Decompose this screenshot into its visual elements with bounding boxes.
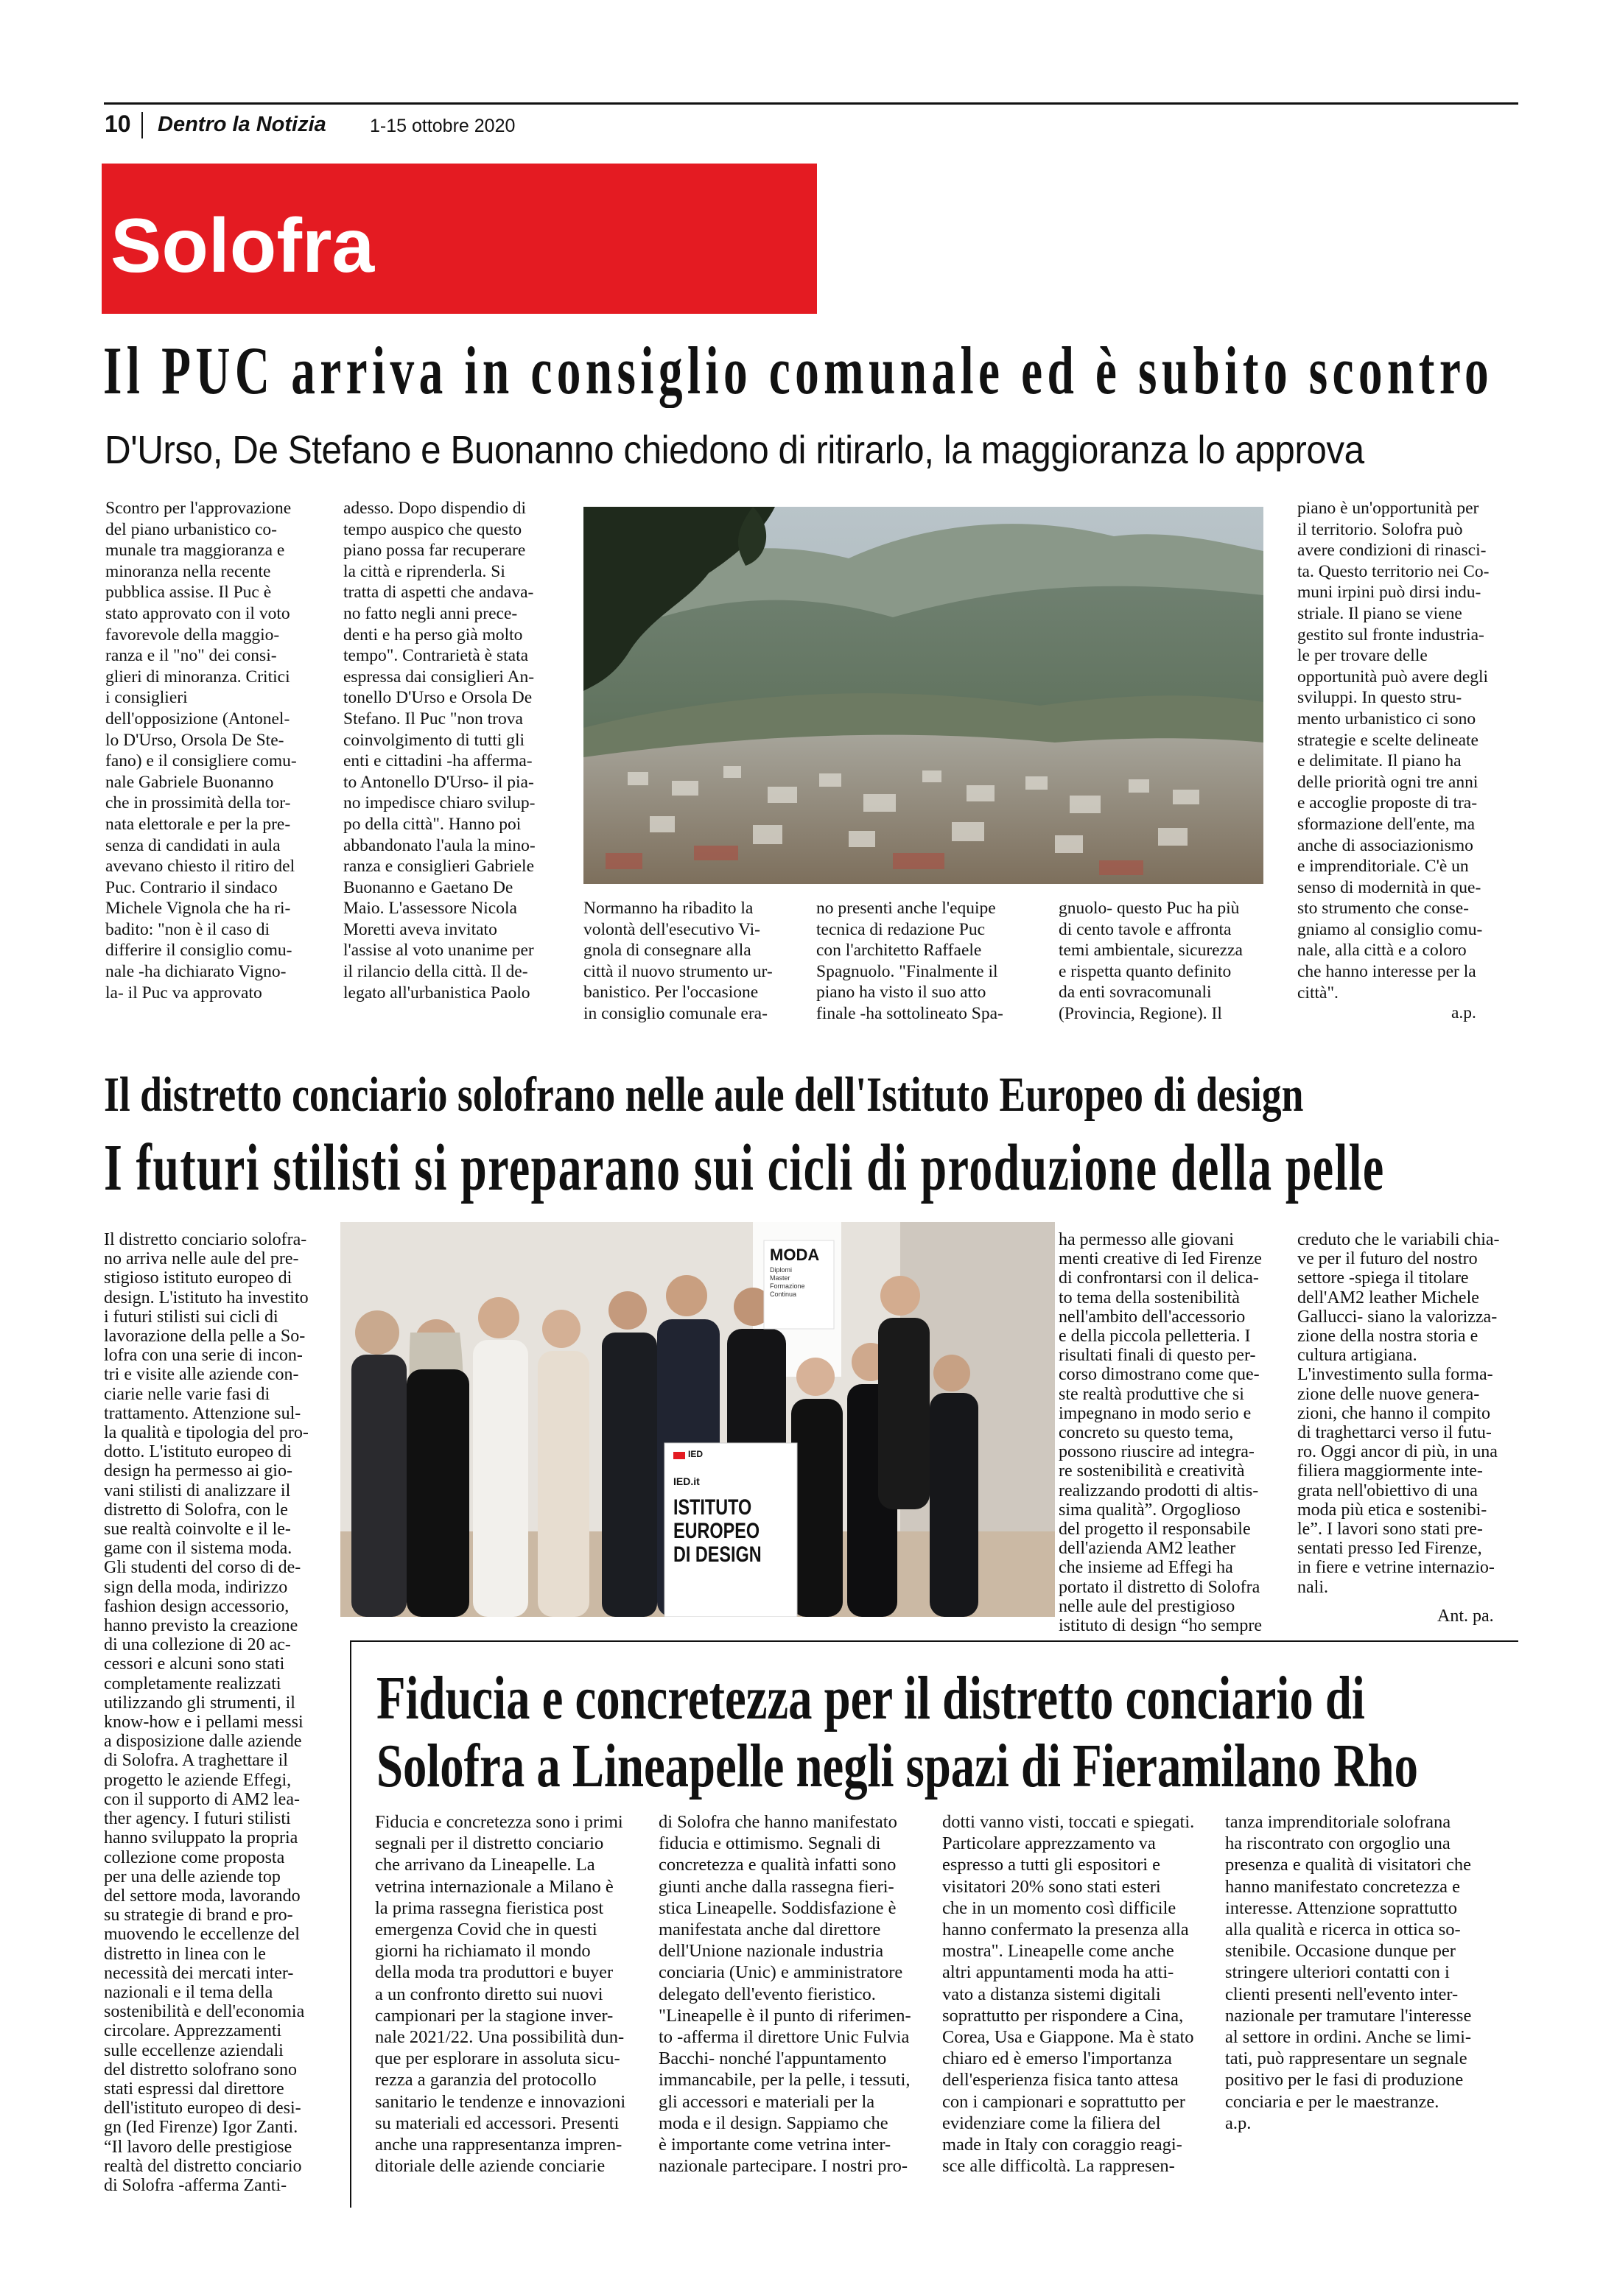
photo-banner-url: IED.it bbox=[673, 1475, 700, 1487]
photo-sign-moda-sub: Diplomi Master Formazione Continua bbox=[770, 1266, 805, 1298]
section-label: Solofra bbox=[111, 203, 375, 289]
article1-signature: a.p. bbox=[1451, 1003, 1476, 1022]
masthead-divider bbox=[141, 112, 143, 138]
article3-col1: Fiducia e concretezza sono i primi segnali per il distretto conciario che arrivano da Lineapelle. La vetrina internazionale a Milano è la prima rassegna fieristica post emergenza Covid che in questi giorni ha richiamato il mondo della moda tra produttori e buyer a un confronto diretto sui nuovi campionari per la stagione inver- nale 2021/22. Una possibilità dun- que per esplorare in assoluta sicu- rezza a garanzia del protocollo sanitario le tendenze e innovazioni su materiali ed accessori. Presenti anche una rappresentanza impren- ditoriale delle aziende conciarie bbox=[375, 1812, 626, 2177]
article1-col1: Scontro per l'approvazione del piano urbanistico co- munale tra maggioranza e minoranza nella recente pubblica assise. Il Puc è stato approvato con il voto favorevole della maggio- ranza e il "no" dei consi- glieri di minoranza. Critici i consiglieri dell'opposizione (Antonel- lo D'Urso, Orsola De Ste- fano) e il consigliere comu- nale Gabriele Buonanno che in prossimità della tor- nata elettorale e per la pre- senza di candidati in aula avevano chiesto il ritiro del Puc. Contrario il sindaco Michele Vignola che ha ri- badito: "non è il caso di differire il consiglio comu- nale -ha dichiarato Vigno- la- il Puc va approvato bbox=[105, 499, 297, 1003]
article3-title-line2: Solofra a Lineapelle negli spazi di Fieramilano Rho bbox=[376, 1732, 1418, 1800]
article2-col2: ha permesso alle giovani menti creative di Ied Firenze di confrontarsi con il delica- to tema della sostenibilità nell'ambito dell'accessorio e della piccola pelletteria. I risultati finali di questo per- corso dimostrano come que- ste realtà produttive che si impegnano in modo serio e concreto su questo tema, possono riuscire ad integra- re sostenibilità e creatività realizzando prodotti di altis- sima qualità”. Orgoglioso del progetto il responsabile dell'azienda AM2 leather che insieme ad Effegi ha portato il distretto di Solofra nelle aule del prestigioso istituto di design “ho sempre bbox=[1059, 1230, 1262, 1636]
article1-col6: piano è un'opportunità per il territorio. Solofra può avere condizioni di rinasci- ta. Questo territorio nei Co- muni irpini può dirsi indu- striale. Il piano se viene gestito sul fronte industria- le per trovare delle opportunità può avere degli sviluppi. In questo stru- mento urbanistico ci sono strategie e scelte delineate e delimitate. Il piano ha delle priorità ogni tre anni e accoglie proposte di tra- sformazione dell'ente, ma anche di associazionismo e imprenditoriale. C'è un senso di modernità in que- sto strumento che conse- gniamo al consiglio comu- nale, alla città e a coloro che hanno interesse per la città". bbox=[1297, 499, 1490, 1003]
article3-col4: tanza imprenditoriale solofrana ha riscontrato con orgoglio una presenza e qualità di visitatori che hanno manifestato concretezza e interesse. Attenzione soprattutto alla qualità e ricerca in ottica so- stenibile. Occasione dunque per stringere ulteriori contatti con i clienti presenti nell'evento inter- nazionale per tramutare l'interesse al settore in ordini. Anche se limi- tati, può rappresentare un segnale positivo per le fasi di produzione conciaria e per le maestranze. a.p. bbox=[1225, 1812, 1472, 2133]
article3-title-line1: Fiducia e concretezza per il distretto conciario di bbox=[376, 1664, 1365, 1732]
article3-col3: dotti vanno visti, toccati e spiegati. Particolare apprezzamento va espresso a tutti gli espositori e visitatori 20% sono stati esteri che in un momento così difficile hanno confermato la presenza alla mostra". Lineapelle come anche altri appuntamenti moda ha atti- vato a distanza sistemi digitali soprattutto per rispondere a Cina, Corea, Usa e Giappone. Ma è stato chiaro ed è emerso l'importanza dell'esperienza fisica tanto attesa con i campionari e soprattutto per evidenziare come la filiera del made in Italy con coraggio reagi- sce alle difficoltà. La rappresen- bbox=[942, 1812, 1195, 2177]
article1-col4: no presenti anche l'equipe tecnica di redazione Puc con l'architetto Raffaele Spagnuolo. "Finalmente il piano ha visto il suo atto finale -ha sottolineato Spa- bbox=[816, 899, 1003, 1023]
article3-col2: di Solofra che hanno manifestato fiducia e ottimismo. Segnali di concretezza e qualità infatti sono giunti anche dalla rassegna fieri- stica Lineapelle. Soddisfazione è manifestata anche dal direttore dell'Unione nazionale industria conciaria (Unic) e amministratore delegato dell'evento fieristico. "Lineapelle è il punto di riferimen- to -afferma il direttore Unic Fulvia Bacchi- nonché l'appuntamento immancabile, per la pelle, i tessuti, gli accessori e materiali per la moda e il design. Sappiamo che è importante come vetrina inter- nazionale partecipare. I nostri pro- bbox=[659, 1812, 911, 2177]
photo-banner-text: ISTITUTO EUROPEO DI DESIGN bbox=[673, 1495, 762, 1567]
article1-title: Il PUC arriva in consiglio comunale ed è subito scontro bbox=[103, 333, 1494, 408]
article1-subtitle: D'Urso, De Stefano e Buonanno chiedono di ritirarlo, la maggioranza lo approva bbox=[105, 428, 1364, 472]
article2-col1: Il distretto conciario solofra- no arriva nelle aule del pre- stigioso istituto europeo di design. L'istituto ha investito i futuri stilisti sui cicli di lavorazione della pelle a So- lofra con una serie di incon- tri e visite alle aziende con- ciarie nelle varie fasi di trattamento. Attenzione sul- la qualità e tipologia del pro- dotto. L'istituto europeo di design ha permesso ai gio- vani stilisti di analizzare il distretto di Solofra, con le sue realtà coinvolte e il le- game con il sistema moda. Gli studenti del corso di de- sign della moda, indirizzo fashion design accessorio, hanno previsto la creazione di una collezione di 20 ac- cessori e alcuni sono stati completamente realizzati utilizzando gli strumenti, il know-how e i pellami messi a disposizione dalle aziende di Solofra. A traghettare il progetto le aziende Effegi, con il supporto di AM2 lea- ther agency. I futuri stilisti hanno sviluppato la propria collezione come proposta per una delle aziende top del settore moda, lavorando su strategie di brand e pro- muovendo le eccellenze del distretto in linea con le necessità dei mercati inter- nazionali e il tema della sostenibilità e dell'economia circolare. Apprezzamenti sulle eccellenze aziendali del distretto solofrano sono stati espressi dal direttore dell'istituto europeo di desi- gn (Ied Firenze) Igor Zanti. “Il lavoro delle prestigiose realtà del distretto conciario di Solofra -afferma Zanti- bbox=[104, 1230, 309, 2195]
article2-photo-group bbox=[340, 1222, 1055, 1617]
article1-photo-city bbox=[583, 507, 1263, 884]
article2-title: I futuri stilisti si preparano sui cicli di produzione della pelle bbox=[104, 1131, 1385, 1204]
article2-signature: Ant. pa. bbox=[1437, 1607, 1494, 1626]
article1-col5: gnuolo- questo Puc ha più di cento tavole e affronta temi ambientale, sicurezza e rispetta quanto definito da enti sovracomunali (Provincia, Regione). Il bbox=[1059, 899, 1243, 1023]
article2-col3: creduto che le variabili chia- ve per il futuro del nostro settore -spiega il titolare dell'AM2 leather Michele Gallucci- siano la valorizza- zione della nostra storia e cultura artigiana. L'investimento sulla forma- zione delle nuove genera- zioni, che hanno il compito di traghettarci verso il futu- ro. Oggi ancor di più, in una filiera maggiormente inte- grata nell'obiettivo di una moda più etica e sostenibi- le”. I lavori sono stati pre- sentati presso Ied Firenze, in fiere e vetrine internazio- nali. bbox=[1297, 1230, 1500, 1597]
issue-date: 1-15 ottobre 2020 bbox=[370, 116, 516, 136]
photo-sign-moda: MODA bbox=[770, 1246, 820, 1264]
city-landscape-image bbox=[583, 507, 1263, 884]
publication-name: Dentro la Notizia bbox=[158, 113, 326, 136]
article1-col3: Normanno ha ribadito la volontà dell'esecutivo Vi- gnola di consegnare alla città il nuovo strumento ur- banistico. Per l'occasione in consiglio comunale era- bbox=[583, 899, 773, 1023]
article2-kicker: Il distretto conciario solofrano nelle aule dell'Istituto Europeo di design bbox=[104, 1067, 1304, 1122]
article1-col2: adesso. Dopo dispendio di tempo auspico che questo piano possa far recuperare la città e riprenderla. Si tratta di aspetti che andava- no fatto negli anni prece- denti e ha perso già molto tempo". Contrarietà è stata espressa dai consiglieri An- tonello D'Urso e Orsola De Stefano. Il Puc "non trova coinvolgimento di tutti gli enti e cittadini -ha afferma- to Antonello D'Urso- il pia- no impedisce chiaro svilup- po della città". Hanno poi abbandonato l'aula la mino- ranza e consiglieri Gabriele Buonanno e Gaetano De Maio. L'assessore Nicola Moretti aveva invitato l'assise al voto unanime per il rilancio della città. Il de- legato all'urbanistica Paolo bbox=[343, 499, 536, 1003]
masthead-rule bbox=[104, 102, 1518, 105]
photo-banner-brand: IED bbox=[688, 1449, 704, 1459]
page-number: 10 bbox=[105, 110, 131, 137]
